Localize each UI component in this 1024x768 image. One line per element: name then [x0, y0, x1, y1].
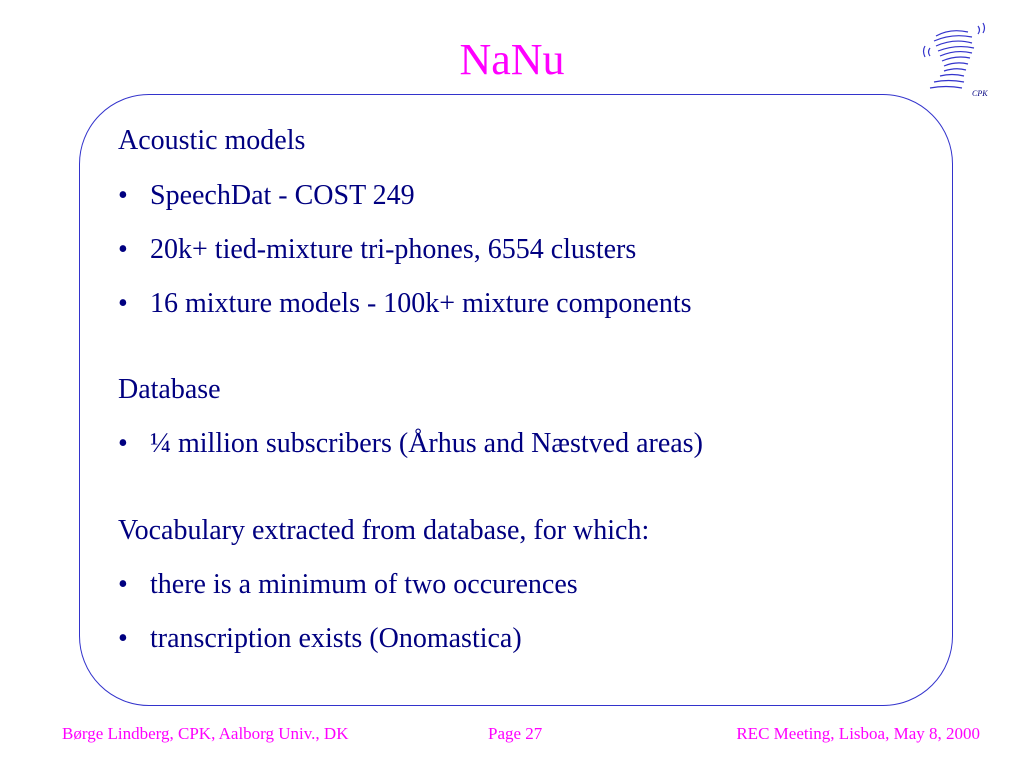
- bullet-icon: •: [118, 428, 128, 459]
- section-heading: Acoustic models: [118, 125, 306, 156]
- logo-label: CPK: [972, 89, 988, 98]
- cpk-logo-icon: [922, 18, 992, 100]
- list-item: [118, 233, 636, 267]
- section-heading: Database: [118, 374, 221, 405]
- slide-title: NaNu: [459, 35, 565, 84]
- list-item-text: there is a minimum of two occurences: [150, 569, 578, 600]
- list-item-text: 20k+ tied-mixture tri-phones, 6554 clusters: [150, 234, 637, 265]
- list-item-text: ¼ million subscribers (Århus and Næstved areas): [150, 428, 703, 459]
- footer-event: REC Meeting, Lisboa, May 8, 2000: [736, 724, 980, 743]
- list-item: [118, 179, 415, 213]
- list-item: [118, 568, 578, 602]
- list-item-text: SpeechDat - COST 249: [150, 180, 415, 211]
- list-item-text: 16 mixture models - 100k+ mixture components: [150, 288, 692, 319]
- bullet-icon: •: [118, 623, 128, 654]
- footer-page-number: Page 27: [488, 724, 543, 743]
- section-heading: Vocabulary extracted from database, for which:: [118, 515, 650, 546]
- bullet-icon: •: [118, 288, 128, 319]
- list-item: [118, 427, 703, 461]
- list-item: [118, 622, 522, 656]
- bullet-icon: •: [118, 234, 128, 265]
- bullet-icon: •: [118, 569, 128, 600]
- footer-author: Børge Lindberg, CPK, Aalborg Univ., DK: [62, 724, 349, 743]
- list-item: [118, 287, 692, 321]
- list-item-text: transcription exists (Onomastica): [150, 623, 522, 654]
- bullet-icon: •: [118, 180, 128, 211]
